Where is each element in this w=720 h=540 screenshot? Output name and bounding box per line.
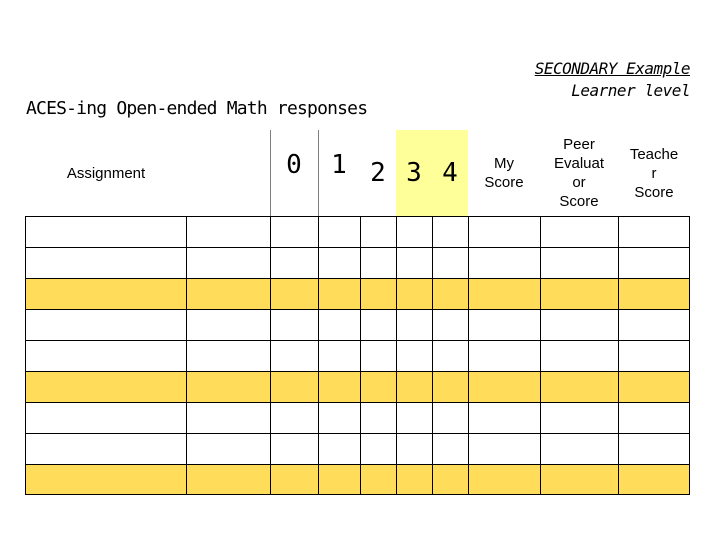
score-4-cell (432, 279, 468, 309)
score-1-cell (318, 217, 360, 247)
table-row (25, 340, 690, 371)
score-2-cell (360, 465, 396, 494)
score-level-3: 3 (406, 158, 422, 188)
score-2-cell (360, 217, 396, 247)
score-4-cell (432, 434, 468, 464)
assignment-cell (25, 372, 186, 402)
score-1-cell (318, 248, 360, 278)
score-3-cell (396, 279, 432, 309)
score-1-cell (318, 341, 360, 371)
teacher-score-column-header (618, 130, 690, 216)
assignment-cell (25, 279, 186, 309)
assignment-cell (25, 465, 186, 494)
teacher-score-cell (618, 403, 690, 433)
peer-score-cell (540, 341, 618, 371)
score-2-cell (360, 372, 396, 402)
learner-level-label: Learner level (571, 81, 690, 100)
score-3-cell (396, 248, 432, 278)
table-row (25, 433, 690, 464)
peer-line-2: Evaluat (553, 155, 605, 172)
score-3-cell (396, 310, 432, 340)
table-row (25, 247, 690, 278)
teacher-score-cell (618, 310, 690, 340)
peer-line-4: Score (559, 193, 599, 210)
blank-cell (186, 403, 270, 433)
score-0-cell (270, 465, 318, 494)
score-level-0: 0 (286, 150, 302, 180)
my-score-cell (468, 310, 540, 340)
teacher-score-cell (618, 434, 690, 464)
score-4-cell (432, 372, 468, 402)
score-0-cell (270, 434, 318, 464)
score-1-cell (318, 279, 360, 309)
table-row (25, 216, 690, 247)
my-score-cell (468, 341, 540, 371)
peer-score-cell (540, 310, 618, 340)
score-4-cell (432, 465, 468, 494)
blank-cell (186, 434, 270, 464)
table-row (25, 464, 690, 495)
score-level-4: 4 (442, 158, 458, 188)
assignment-cell (25, 217, 186, 247)
score-1-cell (318, 465, 360, 494)
blank-cell (186, 217, 270, 247)
peer-line-1: Peer (563, 136, 595, 153)
teacher-score-cell (618, 279, 690, 309)
my-score-cell (468, 248, 540, 278)
score-3-cell (396, 434, 432, 464)
peer-score-cell (540, 279, 618, 309)
score-0-cell (270, 279, 318, 309)
score-0-cell (270, 248, 318, 278)
score-2-cell (360, 341, 396, 371)
my-score-cell (468, 217, 540, 247)
score-3-cell (396, 372, 432, 402)
score-3-cell (396, 217, 432, 247)
peer-line-3: or (572, 174, 586, 191)
assignment-cell (25, 341, 186, 371)
table-row (25, 402, 690, 433)
assignment-cell (25, 248, 186, 278)
blank-cell (186, 248, 270, 278)
score-table (25, 216, 690, 495)
score-0-cell (270, 341, 318, 371)
score-0-cell (270, 372, 318, 402)
my-score-cell (468, 372, 540, 402)
example-level-heading (535, 58, 690, 102)
score-3-cell (396, 341, 432, 371)
score-1-cell (318, 403, 360, 433)
score-level-2: 2 (370, 158, 386, 188)
blank-cell (186, 372, 270, 402)
peer-score-cell (540, 248, 618, 278)
score-3-cell (396, 465, 432, 494)
my-score-line-2: Score (484, 174, 524, 191)
score-0-cell (270, 310, 318, 340)
peer-score-cell (540, 434, 618, 464)
table-row (25, 309, 690, 340)
blank-cell (186, 465, 270, 494)
teacher-score-cell (618, 372, 690, 402)
peer-score-cell (540, 372, 618, 402)
score-2-cell (360, 279, 396, 309)
score-1-cell (318, 434, 360, 464)
teacher-line-3: Score (634, 183, 674, 201)
peer-evaluator-column-header (540, 130, 618, 216)
page-title: ACES-ing Open-ended Math responses (26, 98, 368, 119)
teacher-score-cell (618, 341, 690, 371)
blank-cell (186, 341, 270, 371)
blank-cell (186, 279, 270, 309)
peer-score-cell (540, 465, 618, 494)
table-row (25, 278, 690, 309)
score-1-cell (318, 310, 360, 340)
score-2-cell (360, 434, 396, 464)
teacher-line-2: r (651, 164, 657, 182)
score-3-cell (396, 403, 432, 433)
teacher-score-cell (618, 248, 690, 278)
score-4-cell (432, 403, 468, 433)
my-score-cell (468, 434, 540, 464)
score-4-cell (432, 248, 468, 278)
peer-score-cell (540, 217, 618, 247)
my-score-cell (468, 279, 540, 309)
assignment-column-header: Assignment (66, 164, 146, 182)
score-level-1: 1 (331, 150, 347, 180)
my-score-cell (468, 403, 540, 433)
score-0-cell (270, 403, 318, 433)
score-4-cell (432, 217, 468, 247)
score-2-cell (360, 310, 396, 340)
blank-cell (186, 310, 270, 340)
table-row (25, 371, 690, 402)
score-1-cell (318, 372, 360, 402)
teacher-score-cell (618, 217, 690, 247)
assignment-cell (25, 403, 186, 433)
my-score-cell (468, 465, 540, 494)
assignment-cell (25, 310, 186, 340)
peer-score-cell (540, 403, 618, 433)
teacher-score-cell (618, 465, 690, 494)
score-0-cell (270, 217, 318, 247)
score-4-cell (432, 341, 468, 371)
assignment-cell (25, 434, 186, 464)
example-title: SECONDARY Example (534, 59, 690, 78)
score-2-cell (360, 403, 396, 433)
my-score-column-header (468, 130, 540, 216)
my-score-line-1: My (494, 155, 514, 172)
teacher-line-1: Teache (629, 145, 679, 163)
score-4-cell (432, 310, 468, 340)
score-2-cell (360, 248, 396, 278)
